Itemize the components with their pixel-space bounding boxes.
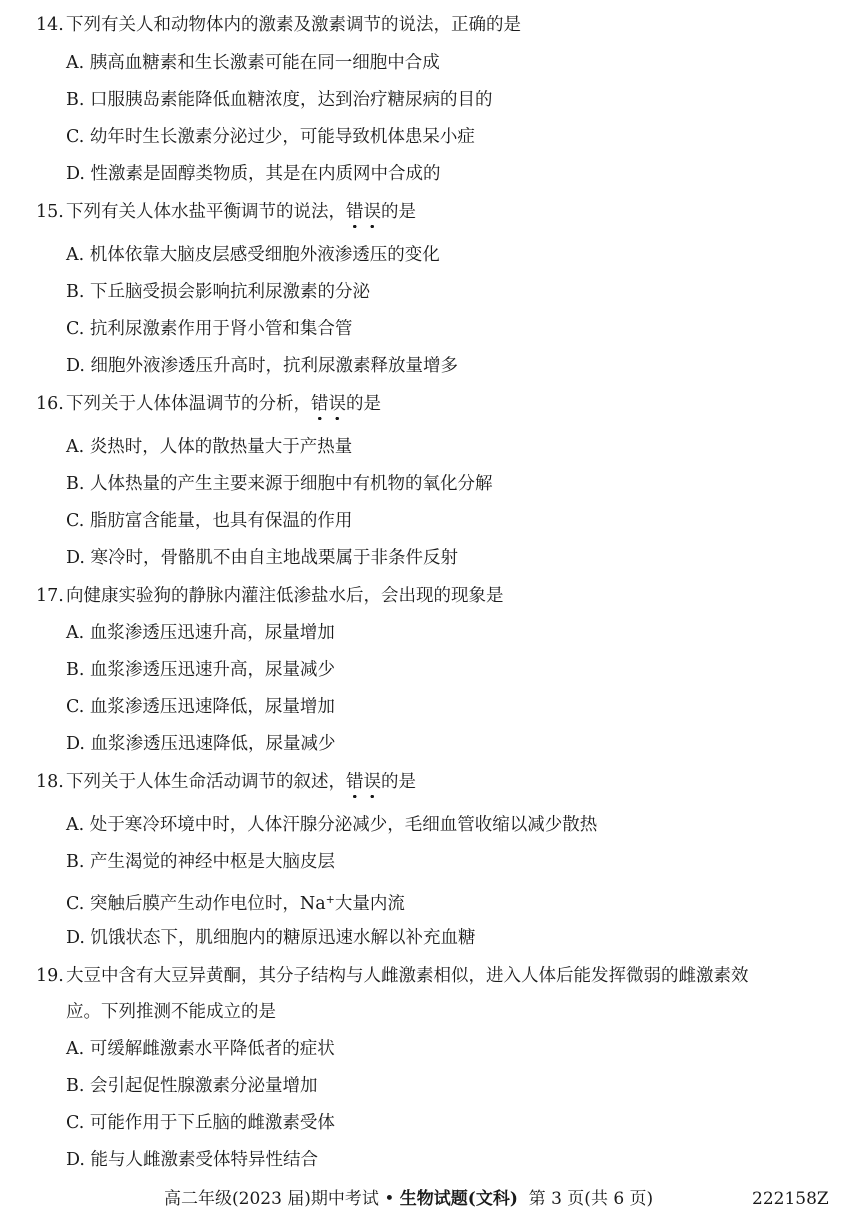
question-18-option-a: A. 处于寒冷环境中时，人体汗腺分泌减少，毛细血管收缩以减少散热 <box>66 815 598 835</box>
page-footer <box>164 1188 653 1210</box>
question-number: 15. <box>36 202 64 222</box>
question-16-option-a: A. 炎热时，人体的散热量大于产热量 <box>66 437 353 457</box>
question-number: 17. <box>36 586 64 606</box>
question-text-before: 下列关于人体体温调节的分析， <box>66 394 311 414</box>
question-text: 下列有关人和动物体内的激素及激素调节的说法，正确的是 <box>66 15 521 35</box>
question-14-option-c: C. 幼年时生长激素分泌过少，可能导致机体患呆小症 <box>66 127 475 147</box>
question-16-option-b: B. 人体热量的产生主要来源于细胞中有机物的氧化分解 <box>66 474 493 494</box>
question-14-option-a: A. 胰高血糖素和生长激素可能在同一细胞中合成 <box>66 53 440 73</box>
exam-title: 高二年级(2023 届)期中考试 • <box>164 1189 400 1209</box>
question-19-option-b: B. 会引起促性腺激素分泌量增加 <box>66 1076 318 1096</box>
option-text-after: 大量内流 <box>334 894 405 914</box>
question-15-option-a: A. 机体依靠大脑皮层感受细胞外液渗透压的变化 <box>66 245 440 265</box>
question-number: 18. <box>36 772 64 792</box>
question-19-stem-continued: 应。下列推测不能成立的是 <box>66 1002 276 1022</box>
emphasized-word: 错误 <box>311 394 346 414</box>
question-16-option-c: C. 脂肪富含能量，也具有保温的作用 <box>66 511 353 531</box>
question-14-stem <box>36 13 521 37</box>
question-14-option-b: B. 口服胰岛素能降低血糖浓度，达到治疗糖尿病的目的 <box>66 90 493 110</box>
question-17-stem <box>36 584 504 608</box>
question-14-option-d: D. 性激素是固醇类物质，其是在内质网中合成的 <box>66 164 441 184</box>
question-16-option-d: D. 寒冷时，骨骼肌不由自主地战栗属于非条件反射 <box>66 548 459 568</box>
question-number: 16. <box>36 394 64 414</box>
question-17-option-a: A. 血浆渗透压迅速升高，尿量增加 <box>66 623 335 643</box>
question-text-before: 下列关于人体生命活动调节的叙述， <box>66 772 346 792</box>
option-text-before: C. 突触后膜产生动作电位时，Na <box>66 894 326 914</box>
question-text-after: 的是 <box>381 202 416 222</box>
question-15-option-b: B. 下丘脑受损会影响抗利尿激素的分泌 <box>66 282 370 302</box>
question-number: 14. <box>36 15 64 35</box>
question-18-stem <box>36 770 416 794</box>
question-text-after: 的是 <box>346 394 381 414</box>
question-19-option-a: A. 可缓解雌激素水平降低者的症状 <box>66 1039 335 1059</box>
question-16-stem <box>36 392 381 416</box>
question-19-stem <box>36 964 749 988</box>
question-15-option-c: C. 抗利尿激素作用于肾小管和集合管 <box>66 319 353 339</box>
question-17-option-c: C. 血浆渗透压迅速降低，尿量增加 <box>66 697 335 717</box>
question-text: 向健康实验狗的静脉内灌注低渗盐水后，会出现的现象是 <box>66 586 504 606</box>
exam-code: 222158Z <box>752 1189 829 1209</box>
superscript-plus: + <box>325 893 335 906</box>
question-text-after: 的是 <box>381 772 416 792</box>
page-number: 第 3 页(共 6 页) <box>517 1189 654 1209</box>
question-18-option-c <box>66 888 405 916</box>
question-text: 大豆中含有大豆异黄酮，其分子结构与人雌激素相似，进入人体后能发挥微弱的雌激素效 <box>66 966 749 986</box>
question-18-option-d: D. 饥饿状态下，肌细胞内的糖原迅速水解以补充血糖 <box>66 928 476 948</box>
question-number: 19. <box>36 966 64 986</box>
subject-title: 生物试题(文科) <box>399 1189 518 1209</box>
emphasized-word: 错误 <box>346 772 381 792</box>
question-19-option-c: C. 可能作用于下丘脑的雌激素受体 <box>66 1113 335 1133</box>
question-18-option-b: B. 产生渴觉的神经中枢是大脑皮层 <box>66 852 335 872</box>
question-text-before: 下列有关人体水盐平衡调节的说法， <box>66 202 346 222</box>
question-15-option-d: D. 细胞外液渗透压升高时，抗利尿激素释放量增多 <box>66 356 459 376</box>
question-15-stem <box>36 200 416 224</box>
question-19-option-d: D. 能与人雌激素受体特异性结合 <box>66 1150 319 1170</box>
emphasized-word: 错误 <box>346 202 381 222</box>
question-17-option-b: B. 血浆渗透压迅速升高，尿量减少 <box>66 660 335 680</box>
question-17-option-d: D. 血浆渗透压迅速降低，尿量减少 <box>66 734 336 754</box>
